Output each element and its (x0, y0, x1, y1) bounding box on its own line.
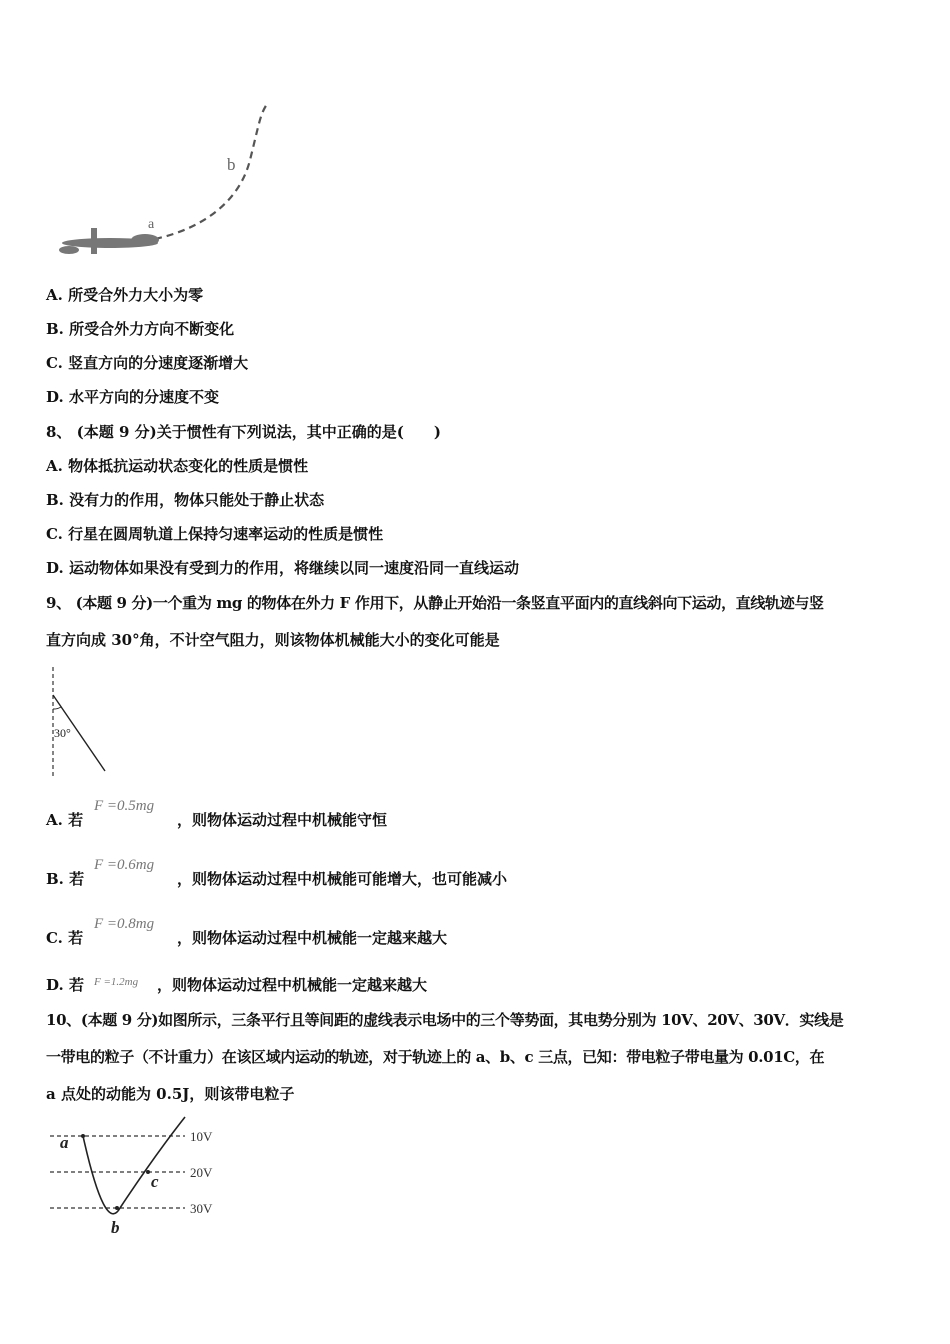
q8-stem: 8、 (本题 9 分)关于惯性有下列说法，其中正确的是( ) (46, 423, 441, 441)
q9-option-c: C. 若 (46, 929, 84, 947)
q9-option-b-text: ，则物体运动过程中机械能可能增大，也可能减小 (177, 870, 508, 888)
label-10v: 10V (190, 1129, 213, 1144)
q7-option-b: B. 所受合外力方向不断变化 (46, 320, 235, 338)
q9-incline-figure (45, 665, 115, 780)
q8-option-b: B. 没有力的作用，物体只能处于静止状态 (46, 491, 325, 509)
label-a: a (60, 1133, 69, 1152)
point-a (81, 1134, 85, 1138)
q9-option-d-text: ，则物体运动过程中机械能一定越来越大 (157, 976, 428, 994)
q8-option-d: D. 运动物体如果没有受到力的作用，将继续以同一速度沿同一直线运动 (46, 559, 519, 577)
q7-option-a: A. 所受合外力大小为零 (46, 286, 204, 304)
angle-label: 30° (54, 726, 71, 740)
q10-stem-line3: a 点处的动能为 0.5J，则该带电粒子 (46, 1085, 295, 1103)
label-c: c (151, 1172, 159, 1191)
q9-stem-line1: 9、 (本题 9 分)一个重为 mg 的物体在外力 F 作用下，从静止开始沿一条竖直平面内的直线斜向下运动，直线轨迹与竖 (46, 594, 824, 612)
q9-option-b: B. 若 (46, 870, 85, 888)
q9-formula-a: F =0.5mg (94, 798, 155, 814)
label-20v: 20V (190, 1165, 213, 1180)
trajectory-dashed-curve (155, 104, 267, 239)
point-c (146, 1170, 150, 1174)
angle-arc (53, 707, 61, 709)
q9-formula-c: F =0.8mg (94, 916, 155, 932)
q8-option-a: A. 物体抵抗运动状态变化的性质是惯性 (46, 457, 309, 475)
q9-option-a: A. 若 (46, 811, 84, 829)
q7-option-d: D. 水平方向的分速度不变 (46, 388, 219, 406)
q8-option-c: C. 行星在圆周轨道上保持匀速率运动的性质是惯性 (46, 525, 384, 543)
airplane-icon (59, 228, 159, 254)
label-a: a (148, 217, 155, 232)
point-b (115, 1206, 119, 1210)
q9-stem-line2: 直方向成 30°角，不计空气阻力，则该物体机械能大小的变化可能是 (46, 631, 500, 649)
q7-option-c: C. 竖直方向的分速度逐渐增大 (46, 354, 249, 372)
q10-stem-line1: 10、(本题 9 分)如图所示，三条平行且等间距的虚线表示电场中的三个等势面，其电势分别为 10V、20V、30V．实线是 (46, 1011, 844, 1029)
particle-trajectory (83, 1117, 185, 1214)
label-b: b (111, 1218, 120, 1237)
label-30v: 30V (190, 1201, 213, 1216)
label-b: b (227, 155, 236, 174)
q9-formula-d: F =1.2mg (94, 976, 139, 988)
q9-option-d: D. 若 (46, 976, 84, 994)
q10-stem-line2: 一带电的粒子（不计重力）在该区域内运动的轨迹，对于轨迹上的 a、b、c 三点，已知：带电粒子带电量为 0.01C，在 (46, 1048, 825, 1066)
q9-option-c-text: ，则物体运动过程中机械能一定越来越大 (177, 929, 448, 947)
q9-formula-b: F =0.6mg (94, 857, 155, 873)
plane-trajectory-figure (55, 100, 285, 265)
q9-option-a-text: ，则物体运动过程中机械能守恒 (177, 811, 388, 829)
q10-equipotential-figure (45, 1115, 235, 1240)
